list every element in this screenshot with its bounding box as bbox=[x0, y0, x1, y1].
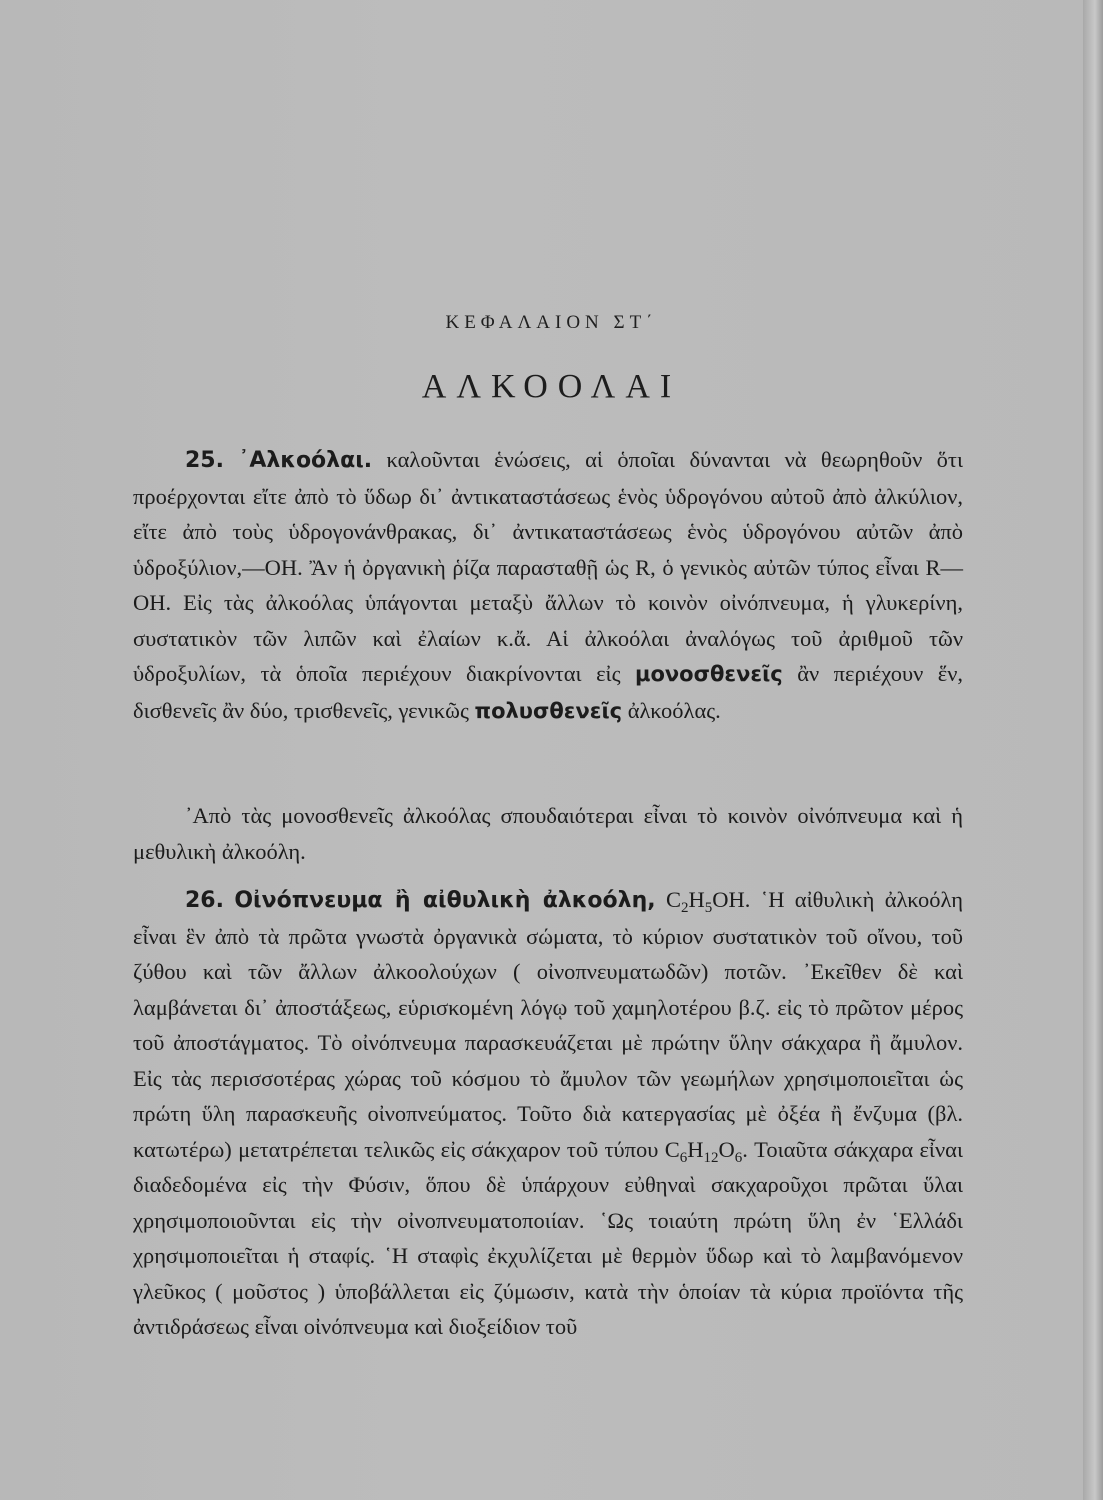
chapter-label: ΚΕΦΑΛΑΙΟΝ ΣΤ΄ bbox=[445, 312, 658, 333]
glucose-formula: $C_6H_{12}O_6$ bbox=[664, 1136, 743, 1166]
section-26-heading: Οἰνόπνευμα ἢ αἰθυλικὴ ἀλκοόλη, bbox=[234, 888, 656, 913]
section-25-heading: ᾿Αλκοόλαι. bbox=[238, 448, 373, 473]
chapter-title: ΑΛΚΟΟΛΑΙ bbox=[421, 368, 682, 405]
ethanol-formula: $C_2H_5OH$. bbox=[665, 887, 751, 916]
scan-page-edge bbox=[1083, 0, 1103, 1500]
section-25-text-2: ἂν περιέχουν ἕν, δισθενεῖς ἂν δύο, τρισθενεῖς, γενικῶς bbox=[133, 661, 963, 723]
section-26-text-1: ῾Η αἰθυλικὴ ἀλκοόλη εἶναι ἓν ἀπὸ τὰ πρῶτα γνωστὰ ὀργανικὰ σώματα, τὸ κύριον συστατικὸν τοῦ οἴνου, τοῦ ζύθου καὶ τῶν ἄλλων ἀλκοολούχων ( οἰνοπνευματωδῶν) ποτῶν. ᾿Εκεῖθεν δὲ καὶ λαμβάνεται δι᾿ ἀποστάξεως, εὑρισκομένη λόγῳ τοῦ χαμηλοτέρου β.ζ. εἰς τὸ πρῶτον μέρος τοῦ ἀποστάγματος. Τὸ οἰνόπνευμα παρασκευάζεται μὲ πρώτην ὕλην σάκχαρα ἢ ἄμυλον. Εἰς τὰς περισσοτέρας χώρας τοῦ κόσμου τὸ ἄμυλον τῶν γεωμήλων χρησιμοποιεῖται ὡς πρώτη ὕλη παρασκευῆς οἰνοπνεύματος. Τοῦτο διὰ κατεργασίας μὲ ὀξέα ἢ ἔνζυμα (βλ. κατωτέρω) μετατρέπεται τελικῶς εἰς σάκχαρον τοῦ τύπου bbox=[133, 887, 964, 1162]
section-25-text-3: ἀλκοόλας. bbox=[622, 697, 721, 723]
section-25-para-2-text: ᾿Απὸ τὰς μονοσθενεῖς ἀλκοόλας σπουδαιότεραι εἶναι τὸ κοινὸν οἰνόπνευμα καὶ ἡ μεθυλικὴ ἀλκοόλη. bbox=[133, 803, 963, 864]
section-25-text-1: καλοῦνται ἑνώσεις, αἱ ὁποῖαι δύνανται νὰ θεωρηθοῦν ὅτι προέρχονται εἴτε ἀπὸ τὸ ὕδωρ δι᾿ ἀντικαταστάσεως ἑνὸς ὑδρογόνου αὐτοῦ ἀπὸ ἀλκύλιον, εἴτε ἀπὸ τοὺς ὑδρογονάνθρακας, δι᾿ ἀντικαταστάσεως ἑνὸς ὑδρογόνου αὐτῶν ἀπὸ ὑδροξύλιον,—ΟΗ. Ἂν ἡ ὀργανικὴ ῥίζα παρασταθῇ ὡς R, ὁ γενικὸς αὐτῶν τύπος εἶναι R—OH. Εἰς τὰς ἀλκοόλας ὑπάγονται μεταξὺ ἄλλων τὸ κοινὸν οἰνόπνευμα, ἡ γλυκερίνη, συστατικὸν τῶν λιπῶν καὶ ἐλαίων κ.ἄ. Αἱ ἀλκοόλαι ἀναλόγως τοῦ ἀριθμοῦ τῶν ὑδροξυλίων, τὰ ὁποῖα περιέχουν διακρίνονται εἰς bbox=[133, 447, 964, 686]
term-polysthenis: πολυσθενεῖς bbox=[474, 698, 623, 723]
section-26-number: 26. bbox=[185, 888, 224, 913]
section-26-paragraph bbox=[133, 882, 963, 1345]
section-25-number: 25. bbox=[185, 448, 224, 473]
term-monosthenis: μονοσθενεῖς bbox=[635, 662, 783, 686]
section-26-text-2: . Τοιαῦτα σάκχαρα εἶναι διαδεδομένα εἰς τὴν Φύσιν, ὅπου δὲ ὑπάρχουν εὐθηναὶ σακχαροῦχοι πρῶται ὕλαι χρησιμοποιοῦνται εἰς τὴν οἰνοπνευματοποιίαν. ῾Ως τοιαύτη πρώτη ὕλη ἐν ῾Ελλάδι χρησιμοποιεῖται ἡ σταφίς. ῾Η σταφὶς ἐκχυλίζεται μὲ θερμὸν ὕδωρ καὶ τὸ λαμβανόμενον γλεῦκος ( μοῦστος ) ὑποβάλλεται εἰς ζύμωσιν, κατὰ τὴν ὁποίαν τὰ κύρια προϊόντα τῆς ἀντιδράσεως εἶναι οἰνόπνευμα καὶ διοξείδιον τοῦ bbox=[133, 1136, 964, 1339]
section-25-paragraph-2 bbox=[133, 798, 963, 869]
section-25-paragraph bbox=[133, 442, 963, 729]
